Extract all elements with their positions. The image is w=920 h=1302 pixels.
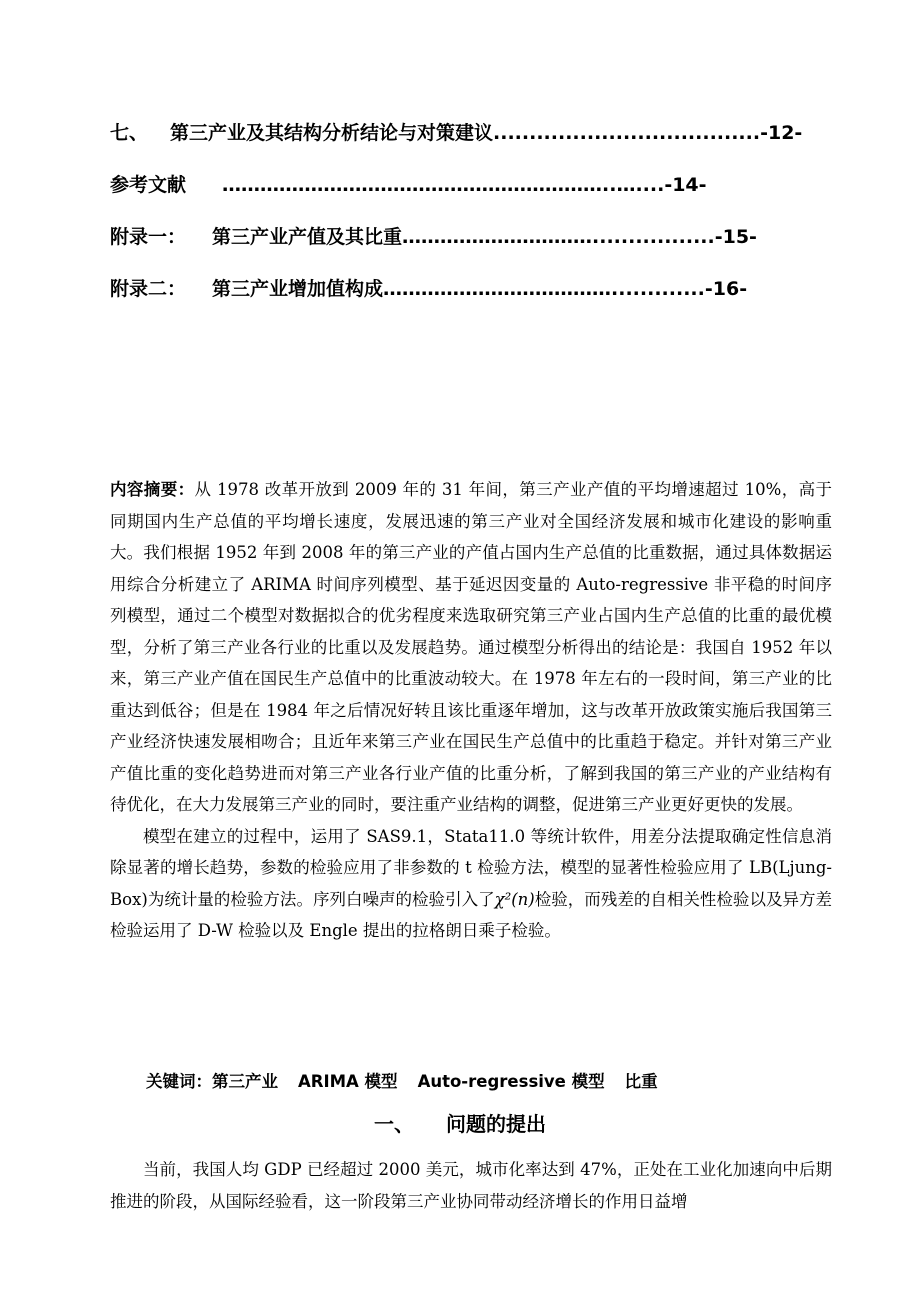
- abstract-text: 从 1978 改革开放到 2009 年的 31 年间，第三产业产值的平均增速超过 10%，高于同期国内生产总值的平均增长速度，发展迅速的第三产业对全国经济发展和城市化建设的影响重大。我们根据 1952 年到 2008 年的第三产业的产值占国内生产总值的比重数据，通过具体数据运用综合分析建立了 ARIMA 时间序列模型、基于延迟因变量的 Auto-regressive 非平稳的时间序列模型，通过二个模型对数据拟合的优劣程度来选取研究第三产业占国内生产总值的比重的最优模型，分析了第三产业各行业的比重以及发展趋势。通过模型分析得出的结论是：我国自 1952 年以来，第三产业产值在国民生产总值中的比重波动较大。在 1978 年左右的一段时间，第三产业的比重达到低谷；但是在 1984 年之后情况好转且该比重逐年增加，这与改革开放政策实施后我国第三产业经济快速发展相吻合；且近年来第三产业在国民生产总值中的比重趋于稳定。并针对第三产业产值比重的变化趋势进而对第三产业各行业产值的比重分析，了解到我国的第三产业的产业结构有待优化，在大力发展第三产业的同时，要注重产业结构的调整，促进第三产业更好更快的发展。: [110, 480, 833, 814]
- keywords-label: 关键词：第三产业: [146, 1072, 278, 1091]
- abstract-text: 检验，而残差的自相关性检验以及异方差检验运用了 D-W 检验以及 Engle 提出的拉格朗日乘子检验。: [110, 889, 833, 940]
- body-text: [110, 1154, 832, 1218]
- toc-number: 附录二：: [110, 278, 187, 300]
- toc-leader: ……………………………………………………..…....: [222, 174, 665, 196]
- toc-leader: ……………………………….............: [383, 278, 705, 300]
- toc-page: -14-: [664, 174, 707, 196]
- keyword: Auto-regressive 模型: [417, 1072, 605, 1091]
- keyword: 比重: [624, 1072, 658, 1091]
- toc-entry[interactable]: [110, 170, 810, 222]
- toc-page: -15-: [714, 226, 757, 248]
- section-number: 一、: [374, 1112, 414, 1136]
- section-heading: [0, 1108, 920, 1137]
- toc-page: -16-: [704, 278, 748, 300]
- abstract-paragraph-1: [110, 474, 832, 821]
- toc-entry[interactable]: [110, 118, 810, 170]
- toc-page: -12-: [760, 122, 803, 144]
- toc-number: 参考文献: [110, 174, 187, 196]
- toc-title: 第三产业增加值构成: [212, 278, 384, 300]
- table-of-contents: [110, 118, 810, 326]
- toc-number: 附录一：: [110, 226, 187, 248]
- toc-entry[interactable]: [110, 222, 810, 274]
- toc-leader: ………………………….................: [402, 226, 715, 248]
- abstract-paragraph-2: [110, 821, 832, 947]
- body-paragraph: 当前，我国人均 GDP 已经超过 2000 美元，城市化率达到 47%，正处在工业化加速向中后期推进的阶段，从国际经验看，这一阶段第三产业协同带动经济增长的作用日益增: [110, 1160, 832, 1211]
- toc-number: 七、: [110, 122, 149, 144]
- keywords: [146, 1068, 846, 1092]
- abstract: [110, 474, 832, 947]
- keyword: ARIMA 模型: [298, 1072, 398, 1091]
- toc-leader: .....................................: [493, 122, 761, 144]
- chi-square-formula: χ²(n): [494, 889, 535, 909]
- toc-entry[interactable]: [110, 274, 810, 326]
- section-title: 问题的提出: [446, 1112, 546, 1136]
- abstract-text: 模型在建立的过程中，运用了 SAS9.1，Stata11.0 等统计软件，用差分法提取确定性信息消除显著的增长趋势，参数的检验应用了非参数的 t 检验方法，模型的显著性检验应用了 LB(Ljung-Box)为统计量的检验方法。序列白噪声的检验引入了: [110, 826, 832, 909]
- abstract-label: 内容摘要：: [110, 480, 195, 499]
- toc-title: 第三产业及其结构分析结论与对策建议: [170, 122, 494, 144]
- toc-title: 第三产业产值及其比重: [212, 226, 403, 248]
